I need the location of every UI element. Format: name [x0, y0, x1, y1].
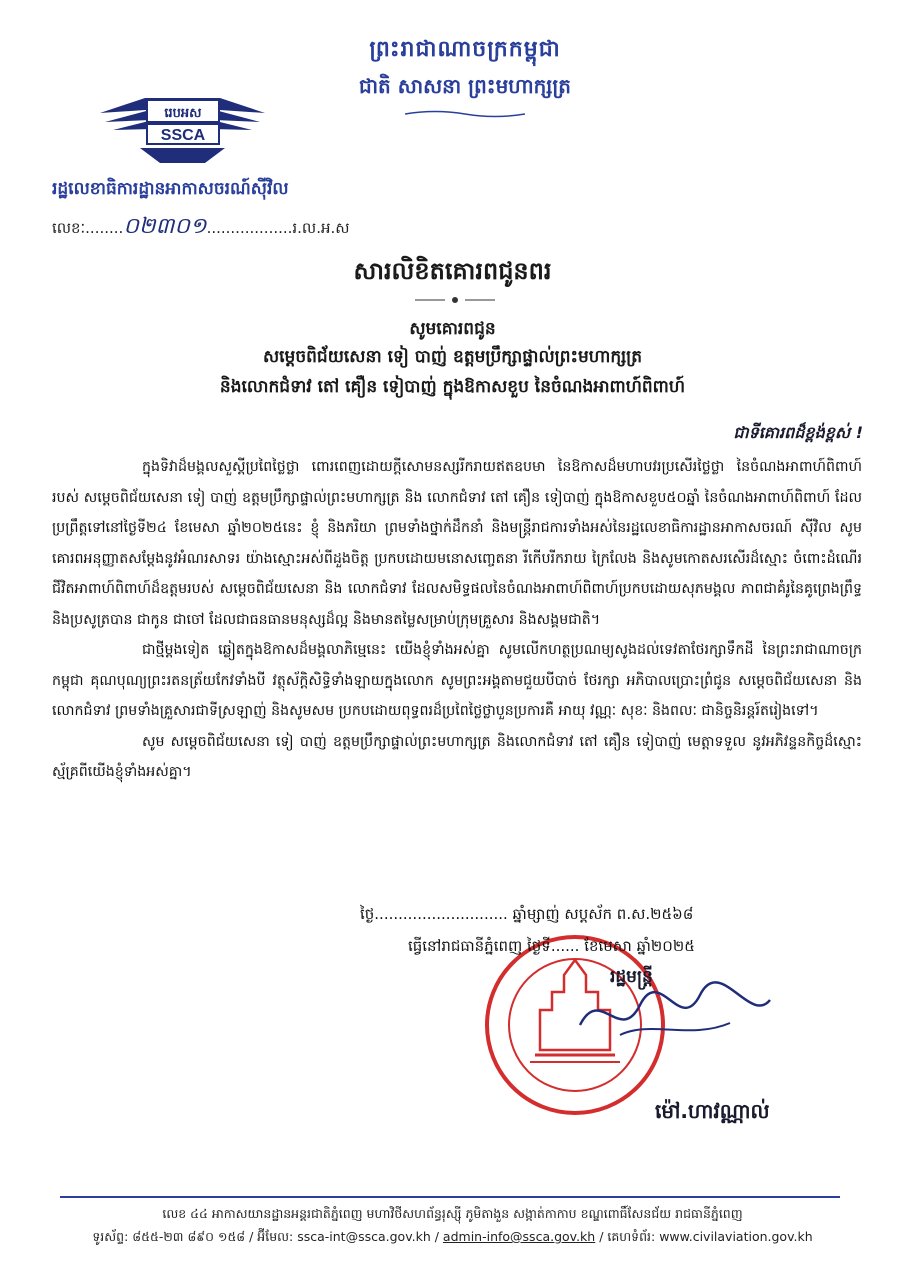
- footer-contact: [0, 1229, 905, 1248]
- footer-email-link[interactable]: admin-info@ssca.gov.kh: [442, 1229, 596, 1244]
- footer-website: / គេហទំព័រ: www.civilaviation.gov.kh: [595, 1229, 813, 1244]
- minister-name: ម៉ៅ.ហាវណ្ណាល់: [655, 1099, 770, 1123]
- divider-ornament-icon: [415, 296, 495, 304]
- signature-icon: [560, 965, 790, 1055]
- ref-number: ០២៣០១: [123, 214, 207, 239]
- ssca-logo: [95, 78, 270, 168]
- motto-line: ជាតិ សាសនា ព្រះមហាក្សត្រ: [359, 74, 571, 98]
- paragraph: សូម សម្តេចពិជ័យសេនា ទៀ បាញ់ ឧត្តមប្រឹក្សាផ្ទាល់ព្រះមហាក្សត្រ និងលោកជំទាវ តៅ គឿន ទៀបាញ់ មេត្តាទទួល នូវអភិវន្ទនកិច្ចដ៏ស្មោះស្ម័គ្រពីយើងខ្ញុំទាំងអស់គ្នា។: [52, 733, 862, 780]
- logo-khmer-text: រេបអស: [164, 106, 202, 121]
- minister-title: រដ្ឋមន្ត្រី: [610, 967, 653, 987]
- ref-suffix: ..................រ.ល.អ.ស: [206, 219, 350, 237]
- letter-body: [52, 452, 862, 788]
- addressee-line-2: និងលោកជំទាវ តៅ គឿន ទៀបាញ់ ក្នុងឱកាសខួប នៃចំណងអាពាហ៍ពិពាហ៍: [219, 377, 686, 397]
- to-line: សូមគោរពជូន: [409, 319, 496, 339]
- date-lunar: ថ្ងៃ............................ ឆ្នាំម្សាញ់ សប្តស័ក ព.ស.២៥៦៨: [360, 905, 694, 923]
- kingdom-header: [300, 35, 630, 119]
- kingdom-line: ព្រះរាជាណាចក្រកម្ពុជា: [369, 37, 561, 62]
- ministry-name: រដ្ឋលេខាធិការដ្ឋានអាកាសចរណ៍ស៊ីវិល: [52, 179, 289, 199]
- logo-ssca-text: SSCA: [160, 127, 206, 144]
- footer-divider: [60, 1196, 840, 1198]
- paragraph: ក្នុងទិវាដ៏មង្គលសួស្តីប្រពៃថ្លៃថ្លា ពោរពេញដោយក្តីសោមនស្សរីករាយឥតឧបមា នៃឱកាសដ៏មហាបវរប្រសើរថ្លៃថ្លា នៃចំណងអាពាហ៍ពិពាហ៍របស់ សម្តេចពិជ័យសេនា ទៀ បាញ់ ឧត្តមប្រឹក្សាផ្ទាល់ព្រះមហាក្សត្រ និង លោកជំទាវ តៅ គឿន ទៀបាញ់ ក្នុងឱកាសខួប៥០ឆ្នាំ នៃចំណងអាពាហ៍ពិពាហ៍ ដែលប្រព្រឹត្តទៅនៅថ្ងៃទី២៤ ខែមេសា ឆ្នាំ២០២៥នេះ ខ្ញុំ និងភរិយា ព្រមទាំងថ្នាក់ដឹកនាំ និងមន្ត្រីរាជការទាំងអស់នៃរដ្ឋលេខាធិការដ្ឋានអាកាសចរណ៍ ស៊ីវិល សូមគោរពអនុញ្ញាតសម្តែងនូវអំណរសាទរ យ៉ាងស្មោះអស់ពីដួងចិត្ត ប្រកបដោយមនោសញ្ចេតនា រីកើបរីករាយ ក្រៃលែង និងសូមកោតសរសើរដ៏ស្មោះ ចំពោះដំណើរជីវិតអាពាហ៍ពិពាហ៍ដ៏ឧត្តមរបស់ សម្តេចពិជ័យសេនា និង លោកជំទាវ ដែលសមិទ្ធផលនៃចំណងអាពាហ៍ពិពាហ៍ប្រកបដោយសុភមង្គល ភាពជាគំរូនៃគូព្រេងព្រឹទ្ធ និងប្រសូត្របាន ជាកូន ជាចៅ ដែលជាធនធានមនុស្សដ៏ល្អ និងមានតម្លៃសម្រាប់ក្រុមគ្រួសារ និងសង្គមជាតិ។: [52, 459, 862, 628]
- ref-prefix: លេខៈ: [52, 219, 86, 237]
- footer-phone: ទូរស័ព្ទ: ៨៥៥-២៣ ៨៩០ ១៥៨ / អ៊ីមែល: ssca-int@ssca.gov.kh /: [92, 1229, 443, 1244]
- ornament-icon: [405, 109, 525, 119]
- reference-number: លេខៈ........០២៣០១..................រ.ល.អ.ស: [52, 214, 350, 239]
- letter-title: សារលិខិតគោរពជូនពរ: [353, 257, 552, 285]
- respect-line: ជាទីគោរពដ៏ខ្ពង់ខ្ពស់ !: [733, 423, 863, 442]
- paragraph: ជាថ្មីម្តងទៀត ឆ្លៀតក្នុងឱកាសដ៏មង្គលាភិម្មេនេះ យើងខ្ញុំទាំងអស់គ្នា សូមលើកហត្ថប្រណម្យសូងដល់ទេវតាថែរក្សាទឹកដី នៃព្រះរាជាណាចក្រកម្ពុជា គុណបុណ្យព្រះរតនត្រ័យកែវទាំងបី វត្ថុស័ក្តិសិទ្ធិទាំងឡាយក្នុងលោក សូមព្រះអង្គតាមជួយបីបាច់ ថែរក្សា អភិបាលប្រោះព្រំជូន សម្តេចពិជ័យសេនា និងលោកជំទាវ ព្រមទាំងគ្រួសារជាទីស្រឡាញ់ និងសូមសម ប្រកបដោយពុទ្ធពរដ៏ប្រពៃថ្លៃថ្លាបួនប្រការគឺ អាយុ វណ្ណៈ សុខៈ និងពលៈ ជានិច្ចនិរន្តរ៍តរៀងទៅ។: [52, 642, 862, 719]
- footer-address: លេខ ៤៤ អាកាសយានដ្ឋានអន្តរជាតិភ្នំពេញ មហាវិថីសហព័ន្ធរុស្ស៊ី ភូមិតាងួន សង្កាត់កាកាប ខណ្ឌពោធិ៍សែនជ័យ រាជធានីភ្នំពេញ: [162, 1206, 743, 1221]
- date-solar: ធ្វើនៅរាជធានីភ្នំពេញ ថ្ងៃទី...... ខែមេសា ឆ្នាំ២០២៥: [408, 937, 695, 955]
- addressee-line-1: សម្តេចពិជ័យសេនា ទៀ បាញ់ ឧត្តមប្រឹក្សាផ្ទាល់ព្រះមហាក្សត្រ: [262, 347, 643, 367]
